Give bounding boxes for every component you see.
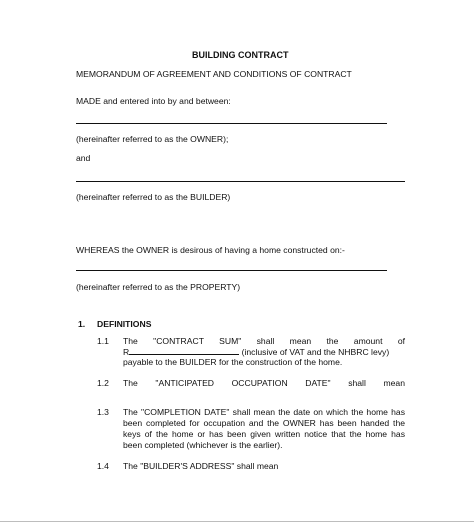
made-line: MADE and entered into by and between: xyxy=(76,96,231,106)
clause-1-3-line-1: The "COMPLETION DATE" shall mean the date on which the home has xyxy=(123,407,405,417)
contract-sum-blank xyxy=(129,346,239,355)
page-bottom-divider xyxy=(0,521,474,522)
definitions-heading: DEFINITIONS xyxy=(97,319,152,329)
clause-number: 1.4 xyxy=(97,461,109,471)
clause-1-3-line-4: been completed (whichever is the earlier). xyxy=(123,440,283,450)
clause-1-3-line-2: been completed for occupation and the OWNER has been handed the xyxy=(123,418,405,428)
builder-name-line xyxy=(76,181,405,182)
owner-reference: (hereinafter referred to as the OWNER); xyxy=(76,134,229,144)
document-title: BUILDING CONTRACT xyxy=(192,50,289,60)
and-text: and xyxy=(76,153,91,163)
clause-1-3-line-3: keys of the home or has been given written notice that the home has xyxy=(123,429,405,439)
document-subtitle: MEMORANDUM OF AGREEMENT AND CONDITIONS OF CONTRACT xyxy=(76,69,352,79)
builder-reference: (hereinafter referred to as the BUILDER) xyxy=(76,192,231,202)
whereas-line: WHEREAS the OWNER is desirous of having a home constructed on:- xyxy=(76,245,345,255)
property-reference: (hereinafter referred to as the PROPERTY) xyxy=(76,282,241,292)
definitions-number: 1. xyxy=(78,319,86,329)
clause-1-4-line-1: The "BUILDER'S ADDRESS" shall mean xyxy=(123,461,279,471)
clause-1-1-line-1: The "CONTRACT SUM" shall mean the amount of xyxy=(123,336,405,346)
contract-sum-note: (inclusive of VAT and the NHBRC levy) xyxy=(241,347,390,357)
clause-1-2-line-1: The "ANTICIPATED OCCUPATION DATE" shall mean xyxy=(123,378,405,388)
owner-name-line xyxy=(76,123,387,124)
currency-prefix: R xyxy=(123,347,130,357)
clause-number: 1.3 xyxy=(97,407,109,417)
clause-number: 1.1 xyxy=(97,336,109,346)
clause-number: 1.2 xyxy=(97,378,109,388)
property-line xyxy=(76,270,387,271)
clause-1-1-line-3: payable to the BUILDER for the construction of the home. xyxy=(123,357,343,367)
